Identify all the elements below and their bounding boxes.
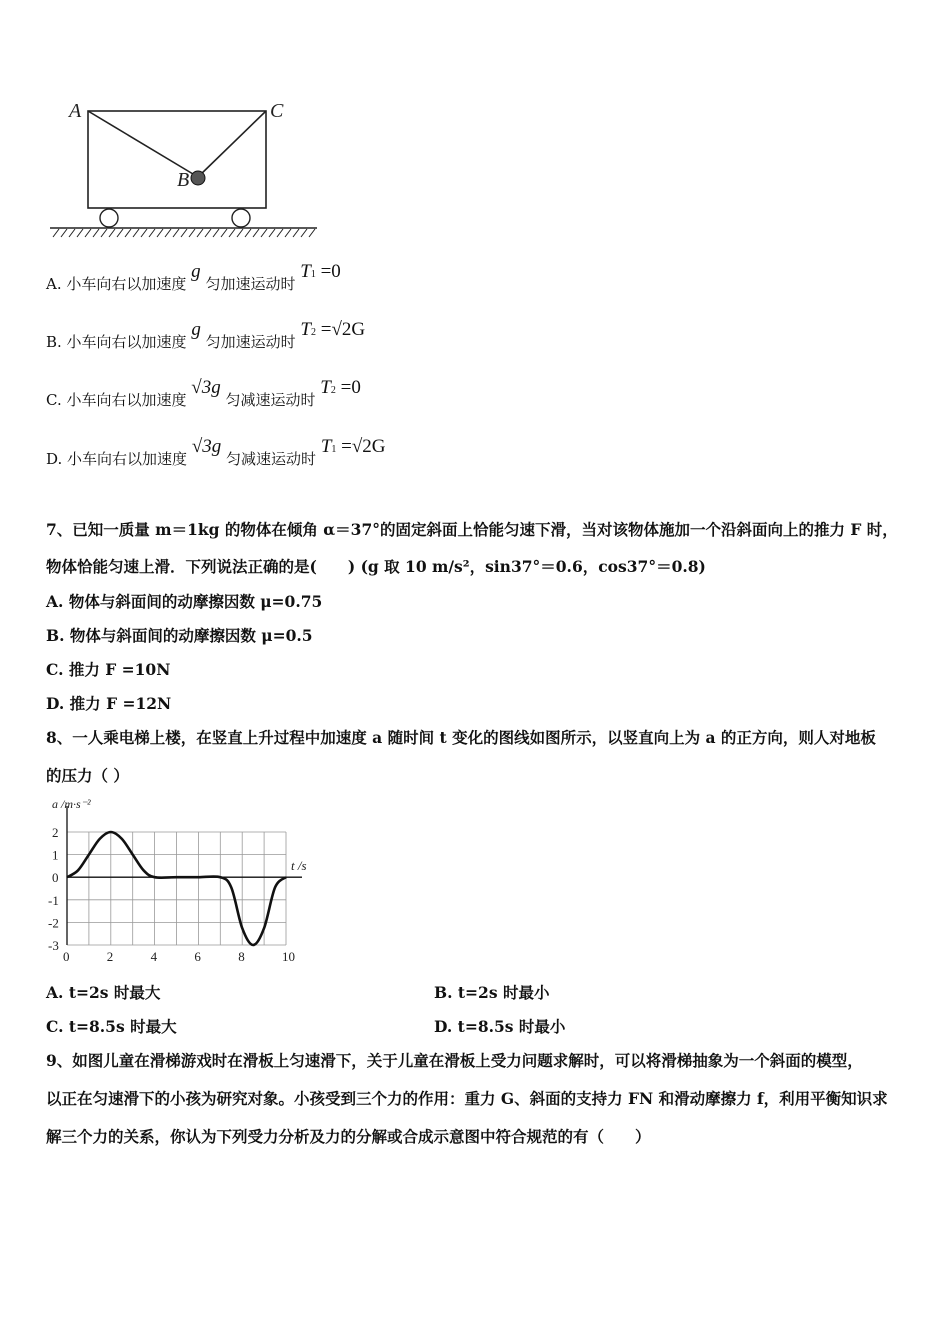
q8-option-b: B. t=2s 时最小 xyxy=(434,983,550,1002)
option-text: D. 小车向右以加速度 xyxy=(46,450,188,468)
option-mid: 匀减速运动时 xyxy=(226,450,317,468)
chart-axes xyxy=(67,806,302,945)
option-tension: T2 =√2G xyxy=(300,319,366,340)
q6-option-b xyxy=(46,319,366,351)
q8-option-a: A. t=2s 时最大 xyxy=(46,983,161,1002)
q6-option-a xyxy=(46,261,341,293)
q9-line3: 解三个力的关系，你认为下列受力分析及力的分解或合成示意图中符合规范的有（ ） xyxy=(46,1127,651,1146)
q9-line2: 以正在匀速滑下的小孩为研究对象。小孩受到三个力的作用：重力 G、斜面的支持力 FN 和滑动摩擦力 f，利用平衡知识求 xyxy=(46,1089,888,1108)
ball xyxy=(191,171,205,185)
y-tick-label: 0 xyxy=(52,870,59,886)
label-b: B xyxy=(177,169,190,191)
label-a: A xyxy=(69,100,82,122)
option-tension: T2 =0 xyxy=(320,377,361,398)
wheel-right xyxy=(232,209,250,227)
q7-option-d: D. 推力 F =12N xyxy=(46,694,172,713)
option-text: A. 小车向右以加速度 xyxy=(46,275,187,293)
q8-line2: 的压力（ ） xyxy=(46,766,129,785)
x-tick-label: 0 xyxy=(63,949,70,964)
acceleration-time-chart xyxy=(40,792,330,972)
y-tick-label: -3 xyxy=(48,938,59,953)
label-c: C xyxy=(270,100,284,122)
q7-option-c: C. 推力 F =10N xyxy=(46,660,171,679)
q7-line2: 物体恰能匀速上滑．下列说法正确的是( ) (g 取 10 m/s²，sin37°＝0.6，cos37°＝0.8) xyxy=(46,557,706,576)
option-tension: T1 =√2G xyxy=(320,436,386,457)
x-tick-label: 6 xyxy=(194,949,201,964)
x-tick-label: 10 xyxy=(282,949,295,964)
x-axis-label: t /s xyxy=(291,858,307,873)
y-tick-label: 1 xyxy=(52,847,59,863)
q8-option-c: C. t=8.5s 时最大 xyxy=(46,1017,177,1036)
option-text: B. 小车向右以加速度 xyxy=(46,333,187,351)
option-tension: T1 =0 xyxy=(300,261,341,282)
cart-body xyxy=(88,111,266,208)
option-accel: √3g xyxy=(191,377,221,398)
cart-figure xyxy=(45,95,335,245)
x-tick-label: 4 xyxy=(150,949,158,964)
q7-line1: 7、已知一质量 m＝1kg 的物体在倾角 α＝37°的固定斜面上恰能匀速下滑，当对该物体施加一个沿斜面向上的推力 F 时， xyxy=(46,520,898,539)
option-text: C. 小车向右以加速度 xyxy=(46,391,187,409)
option-accel: g xyxy=(191,261,201,282)
option-mid: 匀加速运动时 xyxy=(205,275,296,293)
y-axis-label: a /m·s⁻² xyxy=(52,797,91,811)
y-tick-label: -2 xyxy=(48,915,59,931)
y-tick-label: 2 xyxy=(52,825,59,840)
q8-option-d: D. t=8.5s 时最小 xyxy=(434,1017,566,1036)
q7-option-b: B. 物体与斜面间的动摩擦因数 μ=0.5 xyxy=(46,626,313,645)
chart-tick-labels xyxy=(48,825,295,964)
chart-grid xyxy=(67,832,286,945)
q8-line1: 8、一人乘电梯上楼，在竖直上升过程中加速度 a 随时间 t 变化的图线如图所示，以竖直向上为 a 的正方向，则人对地板 xyxy=(46,728,876,747)
option-accel: √3g xyxy=(191,436,222,457)
string-cb xyxy=(198,111,266,177)
option-accel: g xyxy=(191,319,201,340)
x-tick-label: 8 xyxy=(238,949,245,964)
q6-option-c xyxy=(46,377,361,409)
ground-hatching xyxy=(53,229,315,237)
q9-line1: 9、如图儿童在滑梯游戏时在滑板上匀速滑下，关于儿童在滑板上受力问题求解时，可以将滑梯抽象为一个斜面的模型， xyxy=(46,1051,863,1070)
wheel-left xyxy=(100,209,118,227)
q7-option-a: A. 物体与斜面间的动摩擦因数 μ=0.75 xyxy=(46,592,323,611)
string-ab xyxy=(88,111,198,177)
y-tick-label: -1 xyxy=(48,892,59,908)
option-mid: 匀减速运动时 xyxy=(225,391,316,409)
q6-option-d xyxy=(46,436,386,468)
option-mid: 匀加速运动时 xyxy=(205,333,296,351)
x-tick-label: 2 xyxy=(106,949,114,964)
